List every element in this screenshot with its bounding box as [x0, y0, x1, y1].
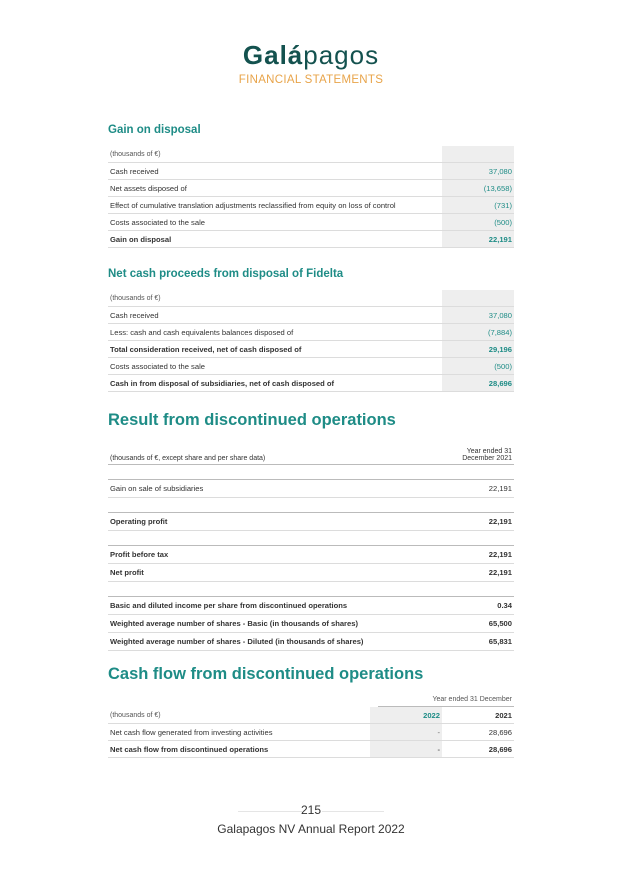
table-row — [108, 214, 514, 231]
row-label: Costs associated to the sale — [108, 358, 442, 375]
table-row — [108, 324, 514, 341]
row-value: 22,191 — [420, 564, 514, 582]
row-value: 22,191 — [420, 546, 514, 564]
row-label: Basic and diluted income per share from discontinued operations — [108, 597, 420, 615]
logo-rest: pagos — [303, 40, 380, 70]
row-label: Gain on sale of subsidiaries — [108, 480, 420, 498]
row-value-2021: 28,696 — [442, 741, 514, 758]
table-header-row — [108, 432, 514, 465]
table-header-row — [108, 707, 514, 724]
row-value-2022: - — [370, 741, 442, 758]
row-label: Net cash flow generated from investing activities — [108, 724, 370, 741]
row-value: 28,696 — [442, 375, 514, 392]
table-row — [108, 341, 514, 358]
row-label: Operating profit — [108, 513, 420, 531]
table-row — [108, 615, 514, 633]
row-value-2021: 28,696 — [442, 724, 514, 741]
row-label: Net cash flow from discontinued operations — [108, 741, 370, 758]
row-value: 22,191 — [442, 231, 514, 248]
row-value: (7,884) — [442, 324, 514, 341]
table-row — [108, 197, 514, 214]
row-value: 37,080 — [442, 163, 514, 180]
table-row — [108, 307, 514, 324]
column-header — [420, 432, 514, 465]
row-value: 29,196 — [442, 341, 514, 358]
unit-label: (thousands of €) — [108, 146, 442, 163]
gain-table — [108, 146, 514, 248]
row-value: 65,500 — [420, 615, 514, 633]
row-value: 65,831 — [420, 633, 514, 651]
table-row — [108, 180, 514, 197]
table-row — [108, 290, 514, 307]
spacer-row — [108, 582, 514, 597]
row-label: Net assets disposed of — [108, 180, 442, 197]
row-value: 22,191 — [420, 480, 514, 498]
row-label: Cash received — [108, 163, 442, 180]
table-row — [108, 163, 514, 180]
unit-label: (thousands of €, except share and per share data) — [108, 432, 420, 465]
unit-label: (thousands of €) — [108, 707, 370, 724]
table-row — [108, 546, 514, 564]
row-value: 22,191 — [420, 513, 514, 531]
table-row — [108, 741, 514, 758]
year-ended-label: Year ended 31 December — [432, 696, 512, 703]
logo-bold: Galá — [242, 40, 304, 70]
gain-title: Gain on disposal — [108, 124, 201, 136]
row-value-2022: - — [370, 724, 442, 741]
table-row — [108, 633, 514, 651]
column-header-2022: 2022 — [370, 707, 442, 724]
row-value: (13,658) — [442, 180, 514, 197]
column-header-line-1: Year ended 31 — [466, 448, 512, 455]
spacer-row — [108, 531, 514, 546]
row-label: Weighted average number of shares - Basic (in thousands of shares) — [108, 615, 420, 633]
table-row — [108, 358, 514, 375]
table-row — [108, 513, 514, 531]
report-footer: Galapagos NV Annual Report 2022 — [217, 822, 405, 836]
row-label: Cash received — [108, 307, 442, 324]
row-label: Net profit — [108, 564, 420, 582]
column-header-2021: 2021 — [442, 707, 514, 724]
table-row — [108, 480, 514, 498]
row-label: Less: cash and cash equivalents balances disposed of — [108, 324, 442, 341]
row-label: Weighted average number of shares - Diluted (in thousands of shares) — [108, 633, 420, 651]
table-row — [108, 231, 514, 248]
row-label: Costs associated to the sale — [108, 214, 442, 231]
result-title: Result from discontinued operations — [108, 411, 396, 429]
netcash-title: Net cash proceeds from disposal of Fidelta — [108, 268, 344, 280]
row-value: 37,080 — [442, 307, 514, 324]
spacer-row — [108, 465, 514, 480]
column-header-line-2: December 2021 — [462, 455, 512, 462]
table-row — [108, 375, 514, 392]
row-value: 0.34 — [420, 597, 514, 615]
page-number: 215 — [300, 803, 322, 817]
row-label: Profit before tax — [108, 546, 420, 564]
row-value: (500) — [442, 358, 514, 375]
row-value: (500) — [442, 214, 514, 231]
cashflow-title: Cash flow from discontinued operations — [108, 665, 424, 683]
row-value: (731) — [442, 197, 514, 214]
cashflow-table — [108, 707, 514, 758]
spacer-row — [108, 498, 514, 513]
row-label: Effect of cumulative translation adjustments reclassified from equity on loss of control — [108, 197, 442, 214]
table-row — [108, 146, 514, 163]
result-table — [108, 432, 514, 651]
table-row — [108, 564, 514, 582]
netcash-table — [108, 290, 514, 392]
unit-label: (thousands of €) — [108, 290, 442, 307]
row-label: Total consideration received, net of cash disposed of — [108, 341, 442, 358]
row-label: Cash in from disposal of subsidiaries, net of cash disposed of — [108, 375, 442, 392]
table-row — [108, 597, 514, 615]
table-row — [108, 724, 514, 741]
row-label: Gain on disposal — [108, 231, 442, 248]
header-subtitle: FINANCIAL STATEMENTS — [238, 74, 384, 86]
company-logo — [0, 40, 622, 71]
